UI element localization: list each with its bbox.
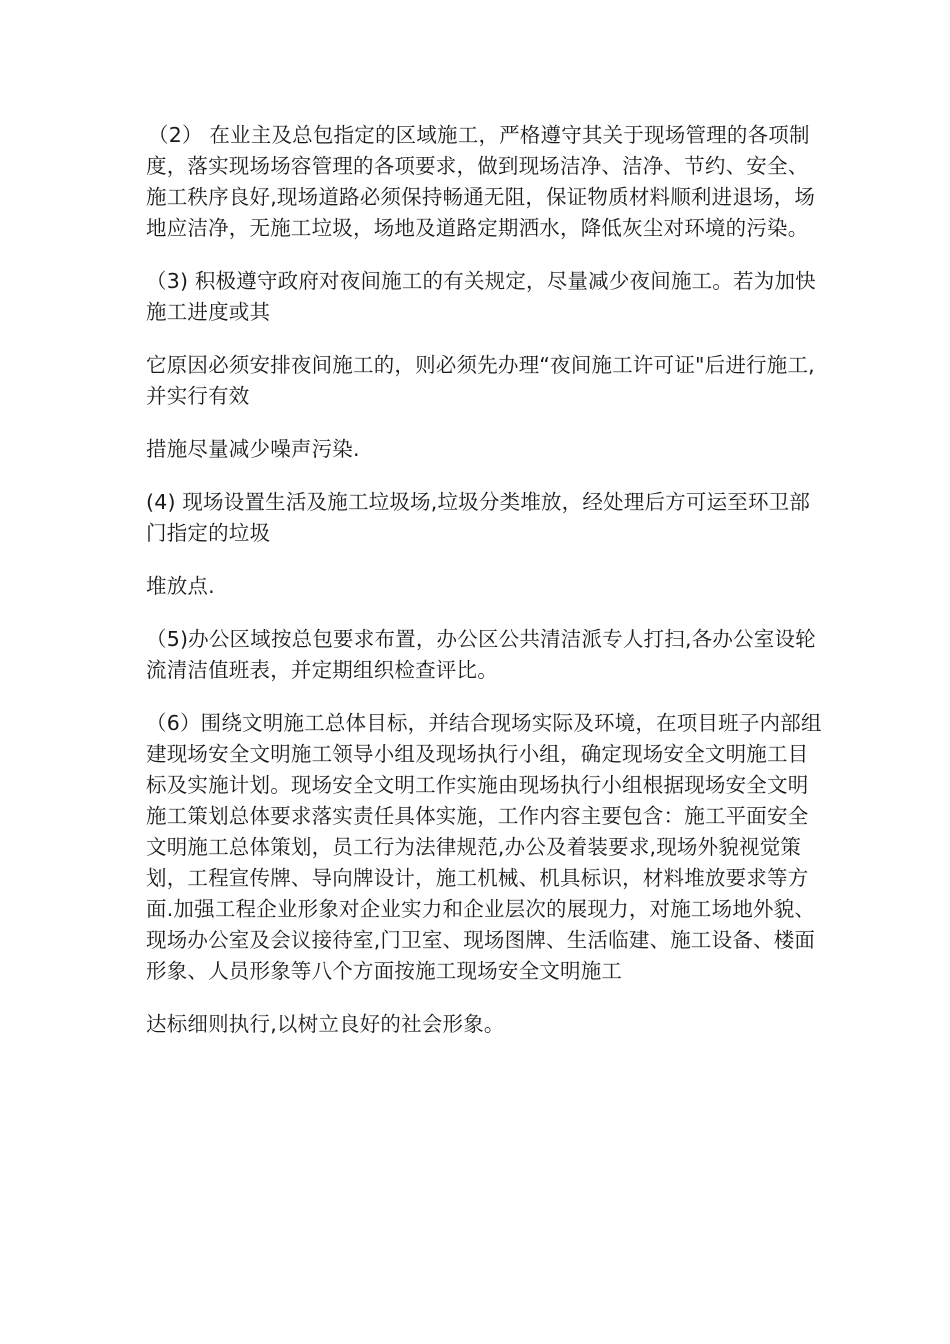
paragraph-4-line-2: 堆放点. (146, 574, 215, 598)
paragraph-2: （2） 在业主及总包指定的区域施工，严格遵守其关于现场管理的各项制度，落实现场场容管理的各项要求，做到现场洁净、洁净、节约、安全、施工秩序良好,现场道路必须保持畅通无阻，保证物质材料顺利进退场，场地应洁净，无施工垃圾，场地及道路定期洒水，降低灰尘对环境的污染。 (146, 123, 816, 240)
paragraph-5: （5)办公区域按总包要求布置，办公区公共清洁派专人打扫,各办公室设轮流清洁值班表，并定期组织检查评比。 (146, 627, 816, 682)
document-page (146, 120, 826, 1040)
paragraph-6-end: 达标细则执行,以树立良好的社会形象。 (146, 1012, 505, 1036)
paragraph-4-line-1: (4) 现场设置生活及施工垃圾场,垃圾分类堆放，经处理后方可运至环卫部门指定的垃圾 (146, 490, 811, 545)
paragraph-6: （6）围绕文明施工总体目标，并结合现场实际及环境，在项目班子内部组建现场安全文明施工领导小组及现场执行小组，确定现场安全文明施工目标及实施计划。现场安全文明工作实施由现场执行小组根据现场安全文明施工策划总体要求落实责任具体实施，工作内容主要包含：施工平面安全文明施工总体策划，员工行为法律规范,办公及着装要求,现场外貌视觉策划，工程宣传牌、导向牌设计，施工机械、机具标识，材料堆放要求等方面.加强工程企业形象对企业实力和企业层次的展现力，对施工场地外貌、现场办公室及会议接待室,门卫室、现场图牌、生活临建、施工设备、楼面形象、人员形象等八个方面按施工现场安全文明施工 (146, 711, 822, 983)
paragraph-3-line-2: 它原因必须安排夜间施工的，则必须先办理“夜间施工许可证"后进行施工,并实行有效 (146, 353, 815, 408)
paragraph-3-line-1: （3) 积极遵守政府对夜间施工的有关规定，尽量减少夜间施工。若为加快施工进度或其 (146, 269, 816, 324)
paragraph-3-line-3: 措施尽量减少噪声污染. (146, 437, 360, 461)
